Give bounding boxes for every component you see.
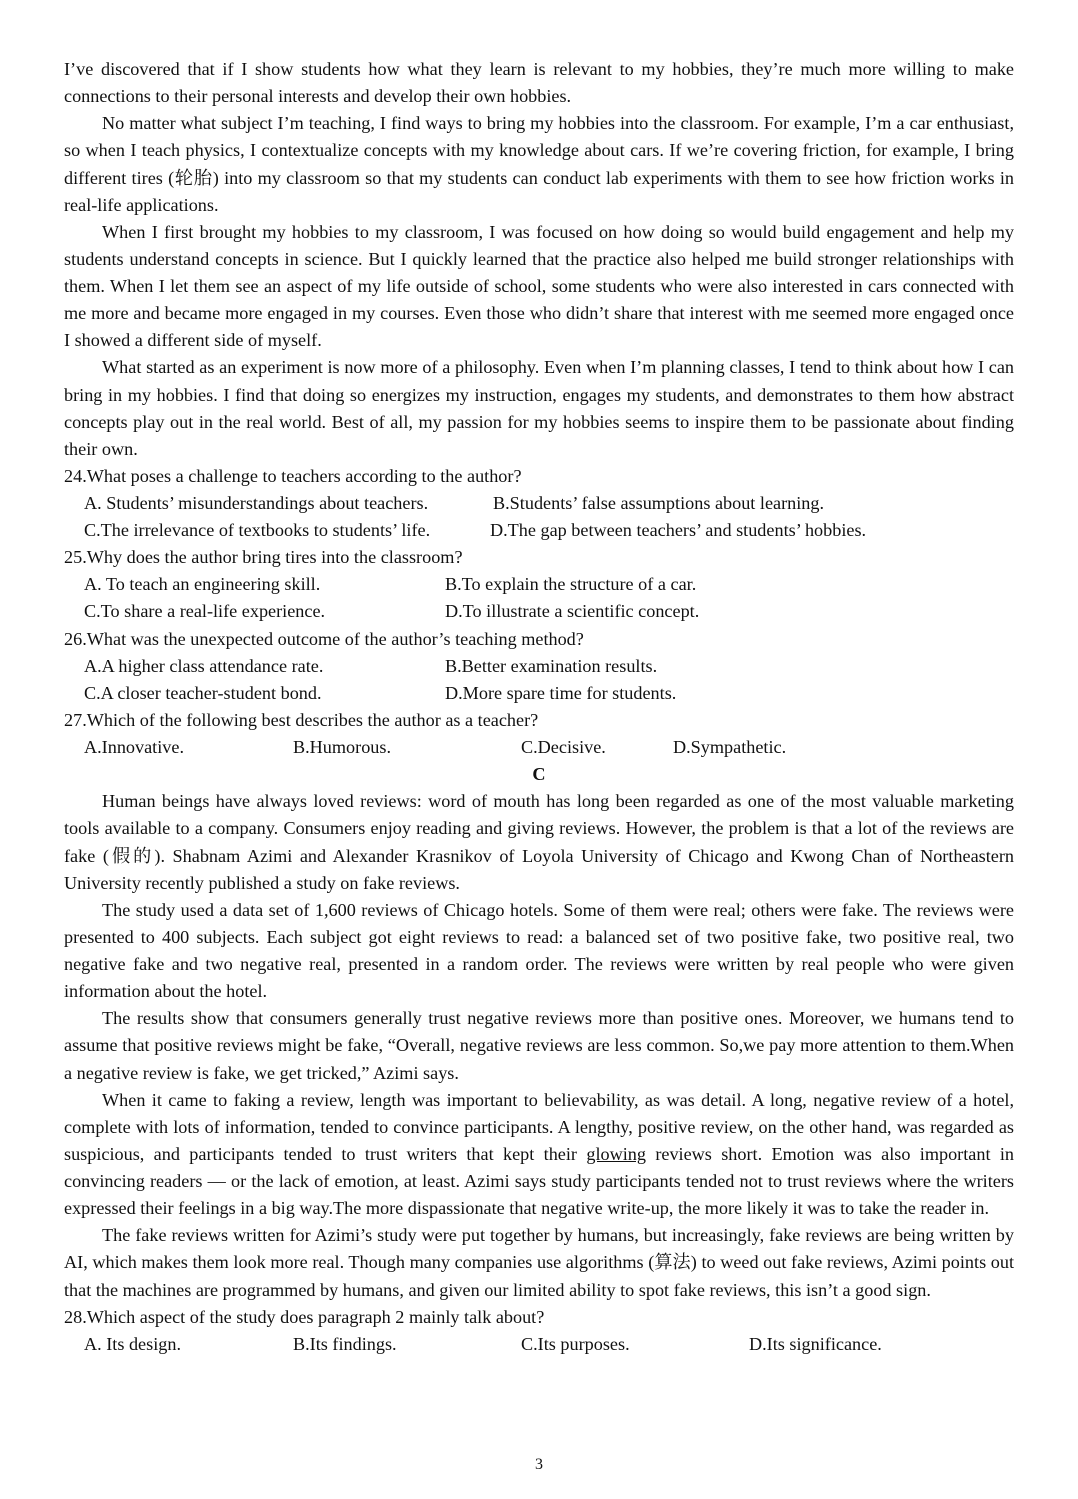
question-28-stem: 28.Which aspect of the study does paragraph 2 mainly talk about?: [64, 1306, 545, 1327]
option-b: B.To explain the structure of a car.: [445, 574, 697, 595]
paragraph: I’ve discovered that if I show students how what they learn is relevant to my hobbies, they’re much more willing to make connections to their personal interests and develop their own hobbies.: [64, 59, 1014, 107]
question-25-stem: 25.Why does the author bring tires into the classroom?: [64, 547, 463, 568]
option-d: D.Sympathetic.: [673, 737, 787, 758]
question-24-options: [64, 517, 1014, 544]
option-a: A.A higher class attendance rate.: [84, 655, 324, 676]
option-d: D.Its significance.: [749, 1333, 882, 1354]
option-c: C.The irrelevance of textbooks to students’ life.: [84, 520, 431, 541]
question-26-stem: 26.What was the unexpected outcome of the author’s teaching method?: [64, 628, 584, 649]
question-25-options: [64, 571, 1014, 598]
question-24-options: [64, 490, 1014, 517]
option-a: A. Its design.: [84, 1333, 181, 1354]
option-c: C.To share a real-life experience.: [84, 601, 326, 622]
option-b: B.Its findings.: [293, 1333, 397, 1354]
question-28-options: [64, 1331, 1014, 1358]
option-d: D.To illustrate a scientific concept.: [445, 601, 700, 622]
option-a: A.Innovative.: [84, 737, 185, 758]
paragraph: What started as an experiment is now more of a philosophy. Even when I’m planning classes, I tend to think about how I can bring in my hobbies. I find that doing so energizes my instruction, engages my students, and demonstrates to them how abstract concepts play out in the real world. Best of all, my passion for my hobbies seems to inspire them to be passionate about finding their own.: [64, 357, 1014, 459]
option-d: D.More spare time for students.: [445, 682, 677, 703]
paragraph: The fake reviews written for Azimi’s study were put together by humans, but increasingly, fake reviews are being written by AI, which makes them look more real. Though many companies use algorithms (算法) to weed out fake reviews, Azimi points out that the machines are programmed by humans, and given our limited ability to spot fake reviews, this isn’t a good sign.: [64, 1225, 1014, 1300]
text: When it came to faking a review, length was important to believability, as was detail. A long, negative review of a hotel, complete with lots of information, tended to convince participants. A lengthy, positive review, on the other hand, was regarded as suspicious, and participants tended to trust writers that kept their: [64, 1089, 1014, 1164]
question-26-options: [64, 653, 1014, 680]
question-24-stem: 24.What poses a challenge to teachers according to the author?: [64, 465, 522, 486]
option-a: A. To teach an engineering skill.: [84, 574, 321, 595]
question-27-stem: 27.Which of the following best describes the author as a teacher?: [64, 709, 539, 730]
question-25-options: [64, 598, 1014, 625]
paragraph: The results show that consumers generally trust negative reviews more than positive ones. Moreover, we humans tend to assume that positive reviews might be fake, “Overall, negative reviews are less common. So,we pay more attention to them.When a negative review is fake, we get tricked,” Azimi says.: [64, 1008, 1014, 1083]
option-b: B.Humorous.: [293, 737, 392, 758]
section-heading: C: [532, 764, 546, 785]
option-b: B.Better examination results.: [445, 655, 658, 676]
option-a: A. Students’ misunderstandings about teachers.: [84, 493, 429, 513]
text: reviews short. Emotion was also important in convincing readers — or the lack of emotion, at least. Azimi says study participants tended not to trust reviews where the writers expressed their feelings in a big way.The more dispassionate that negative write-up, the more likely it was to take the reader in.: [64, 1143, 1014, 1219]
option-c: C.A closer teacher-student bond.: [84, 682, 322, 703]
exam-page: [64, 56, 1014, 1358]
paragraph: No matter what subject I’m teaching, I find ways to bring my hobbies into the classroom. For example, I’m a car enthusiast, so when I teach physics, I contextualize concepts with my knowledge about cars. If we’re covering friction, for example, I bring different tires (轮胎) into my classroom so that my students can conduct lab experiments with them to see how friction works in real-life applications.: [64, 113, 1014, 215]
underlined-word: glowing: [586, 1143, 646, 1164]
paragraph: When I first brought my hobbies to my classroom, I was focused on how doing so would build engagement and help my students understand concepts in science. But I quickly learned that the practice also helped me build stronger relationships with them. When I let them see an aspect of my life outside of school, some students who were also interested in cars connected with me more and became more engaged in my courses. Even those who didn’t share that interest with me seemed more engaged once I showed a different side of myself.: [64, 221, 1014, 351]
page-number: 3: [535, 1456, 543, 1473]
option-c: C.Decisive.: [521, 737, 606, 758]
question-27-options: [64, 734, 1014, 761]
option-d: D.The gap between teachers’ and students’ hobbies.: [490, 520, 867, 541]
paragraph: [64, 1087, 1014, 1223]
option-b: B.Students’ false assumptions about learning.: [493, 493, 825, 513]
paragraph: Human beings have always loved reviews: word of mouth has long been regarded as one of the most valuable marketing tools available to a company. Consumers enjoy reading and giving reviews. However, the problem is that a lot of the reviews are fake (假的). Shabnam Azimi and Alexander Krasnikov of Loyola University of Chicago and Kwong Chan of Northeastern University recently published a study on fake reviews.: [64, 791, 1014, 893]
option-c: C.Its purposes.: [521, 1333, 630, 1354]
question-26-options: [64, 680, 1014, 707]
paragraph: The study used a data set of 1,600 reviews of Chicago hotels. Some of them were real; others were fake. The reviews were presented to 400 subjects. Each subject got eight reviews to read: a balanced set of two positive fake, two positive real, two negative fake and two negative real, presented in a random order. The reviews were written by real people who were given information about the hotel.: [64, 899, 1014, 1002]
